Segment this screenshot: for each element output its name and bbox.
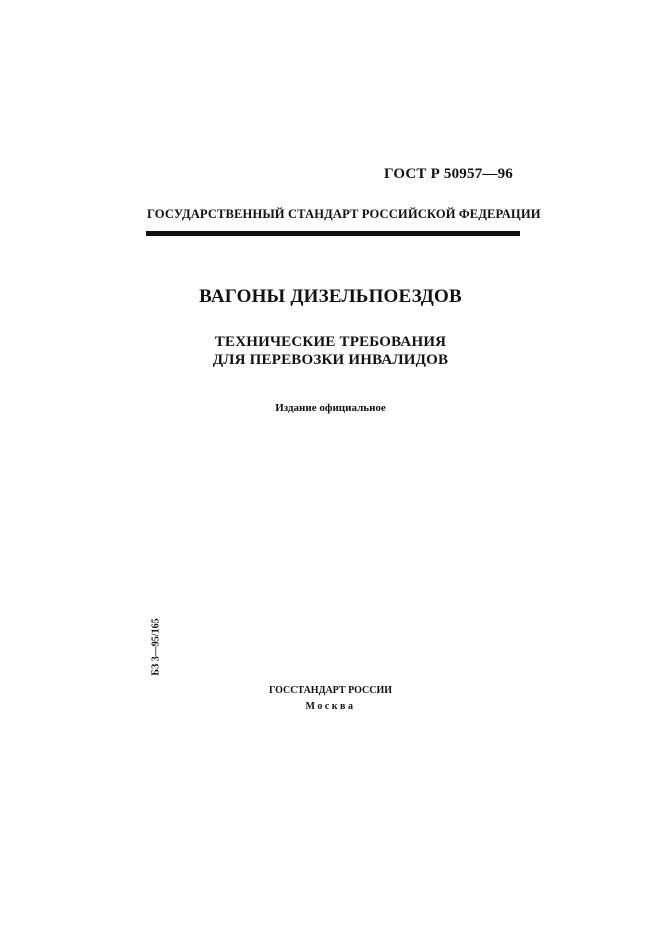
- header-rule: [146, 231, 520, 236]
- subtitle-line-2: ДЛЯ ПЕРЕВОЗКИ ИНВАЛИДОВ: [212, 352, 449, 368]
- edition-note: Издание официальное: [275, 402, 386, 414]
- publisher-name: ГОССТАНДАРТ РОССИИ: [268, 685, 393, 696]
- state-standard-header: ГОСУДАРСТВЕННЫЙ СТАНДАРТ РОССИЙСКОЙ ФЕДЕРАЦИИ: [147, 207, 541, 221]
- publication-city: Москва: [305, 701, 356, 712]
- document-subtitle: [0, 333, 661, 369]
- subtitle-line-1: ТЕХНИЧЕСКИЕ ТРЕБОВАНИЯ: [214, 334, 447, 350]
- document-title: ВАГОНЫ ДИЗЕЛЬПОЕЗДОВ: [199, 286, 462, 307]
- side-code-text: БЗ 3—95/165: [150, 618, 162, 676]
- side-code: [150, 616, 162, 678]
- document-code: ГОСТ Р 50957—96: [383, 166, 513, 182]
